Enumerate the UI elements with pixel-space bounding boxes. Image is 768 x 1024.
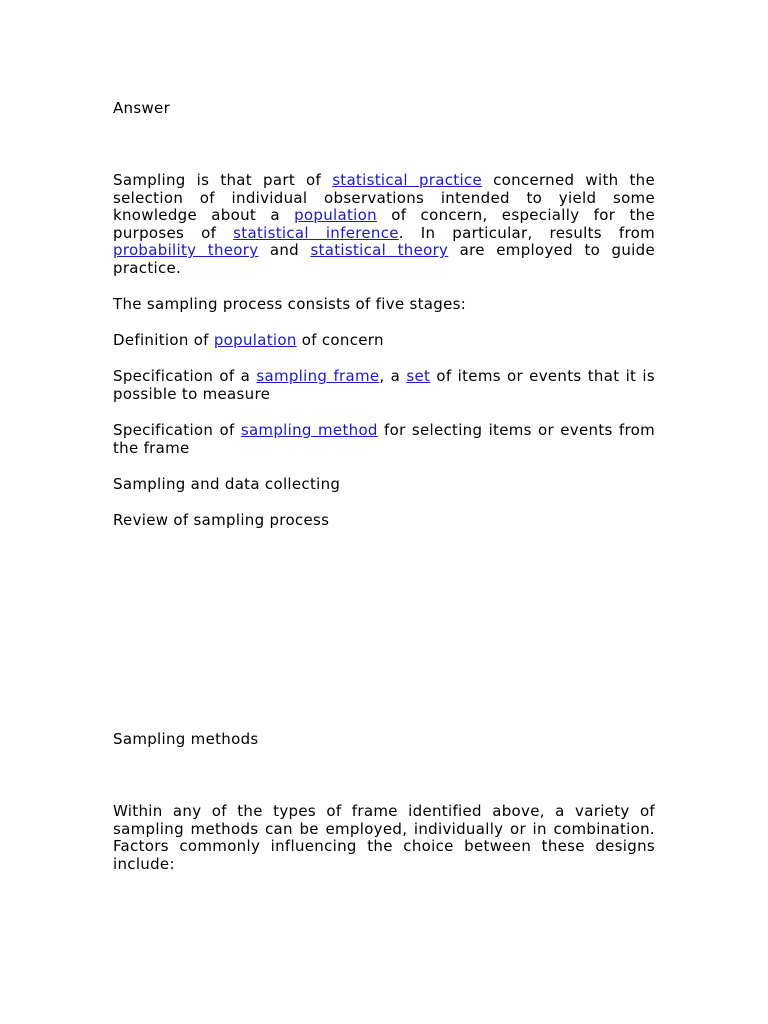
link-sampling-frame[interactable]: sampling frame <box>256 367 380 385</box>
stage-2-text-3: of items or events that it is possible to measure <box>113 367 655 403</box>
stage-1 <box>113 332 655 350</box>
intro-text-2: concerned with the selection of individual observations intended to yield some knowledge about a <box>113 171 656 224</box>
intro-paragraph <box>113 172 655 277</box>
stage-3 <box>113 422 655 457</box>
intro-text-6: are employed to guide practice. <box>113 241 655 277</box>
stage-3-text-1: Specification of <box>113 421 241 439</box>
stage-3-text-2: for selecting items or events from the frame <box>113 421 655 457</box>
intro-text-1: Sampling is that part of <box>113 171 333 189</box>
link-population-stage[interactable]: population <box>213 331 297 349</box>
stage-2-text-2: , a <box>379 367 407 385</box>
stage-5: Review of sampling process <box>113 511 330 529</box>
link-probability-theory[interactable]: probability theory <box>113 241 259 259</box>
stage-2-text-1: Specification of a <box>113 367 257 385</box>
intro-text-4: . In particular, results from <box>398 223 655 242</box>
stage-2 <box>113 368 655 403</box>
stage-1-text-2: of concern <box>296 331 384 349</box>
stage-4: Sampling and data collecting <box>113 475 341 493</box>
link-statistical-practice[interactable]: statistical practice <box>332 171 483 189</box>
link-sampling-method[interactable]: sampling method <box>240 421 378 439</box>
stage-1-text-1: Definition of <box>113 331 214 349</box>
link-statistical-theory[interactable]: statistical theory <box>310 241 449 259</box>
link-statistical-inference[interactable]: statistical inference <box>233 223 399 242</box>
intro-text-5: and <box>258 241 311 259</box>
answer-heading: Answer <box>113 99 171 117</box>
methods-paragraph: Within any of the types of frame identified above, a variety of sampling methods can be employed, individually or in combination. Factors commonly influencing the choice between these designs include: <box>113 802 655 873</box>
stages-intro: The sampling process consists of five stages: <box>113 295 467 313</box>
link-population[interactable]: population <box>294 206 377 224</box>
sampling-methods-heading: Sampling methods <box>113 730 259 748</box>
intro-text-3: of concern, especially for the purposes of <box>113 206 655 242</box>
link-set[interactable]: set <box>406 367 431 385</box>
